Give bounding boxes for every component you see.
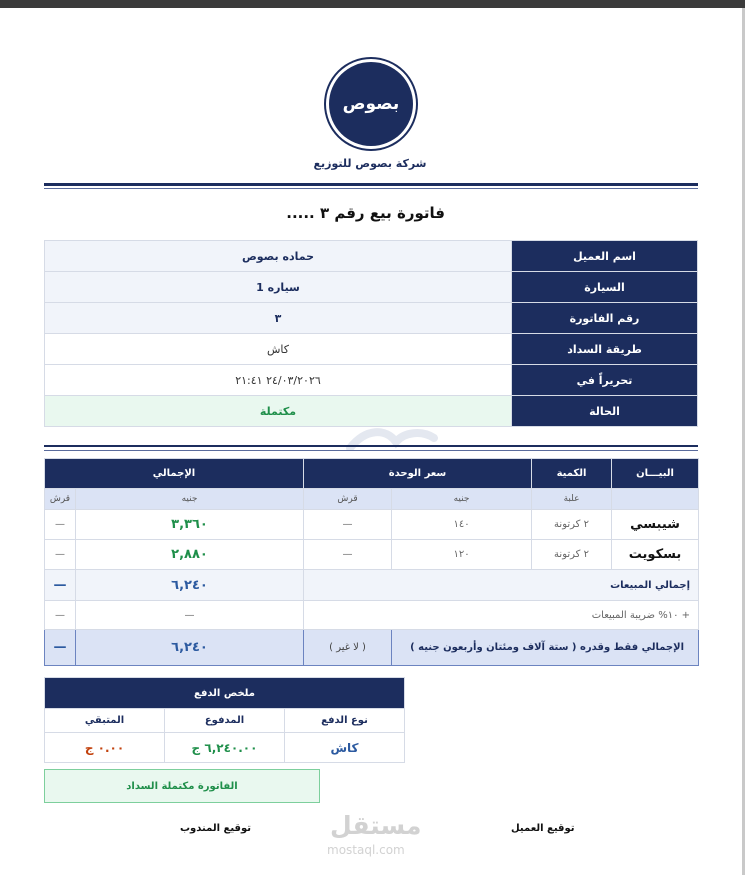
date-value: ٢٤/٠٣/٢٠٢٦ ٢١:٤١	[45, 365, 512, 396]
row-total-piaster: —	[45, 540, 76, 570]
tax-label: + ١٠% ضريبة المبيعات	[304, 601, 699, 630]
row-qty: ٢ كرتونة	[532, 540, 612, 570]
invoice-title: فاتورة بيع رقم ٣ .....	[286, 204, 445, 222]
header-quantity: الكمية	[532, 459, 612, 489]
watermark-url: mostaql.com	[327, 843, 405, 857]
header-total: الإجمالي	[45, 459, 304, 489]
status-label: الحالة	[512, 396, 698, 427]
invoice-no-value: ٣	[45, 303, 512, 334]
car-value: سياره 1	[45, 272, 512, 303]
row-name: شيبسي	[612, 510, 699, 540]
header-unit-price: سعر الوحدة	[304, 459, 532, 489]
invoice-no-label: رقم الفاتورة	[512, 303, 698, 334]
info-row-car	[45, 272, 698, 303]
grand-total-row	[45, 630, 699, 666]
payment-method-value: كاش	[45, 334, 512, 365]
payment-type-value: كاش	[285, 733, 405, 763]
sales-total-label: إجمالي المبيعات	[304, 570, 699, 601]
no-other-label: ( لا غير )	[304, 630, 392, 666]
customer-value: حماده بصوص	[45, 241, 512, 272]
payment-title: ملخص الدفع	[45, 678, 405, 709]
items-table	[44, 458, 699, 666]
info-row-invoice-no	[45, 303, 698, 334]
payment-title-row	[45, 678, 405, 709]
car-label: السيارة	[512, 272, 698, 303]
rep-signature: توقيع المندوب	[180, 823, 251, 834]
header-description: البيـــان	[612, 459, 699, 489]
items-divider-thin	[44, 450, 698, 451]
sub-price-pound: جنيه	[392, 489, 532, 510]
grand-total-value: ٦,٢٤٠	[76, 630, 304, 666]
invoice-info-table	[44, 240, 698, 427]
window-top-bar	[0, 0, 745, 8]
row-price-piaster: —	[304, 540, 392, 570]
info-row-status	[45, 396, 698, 427]
table-row	[45, 510, 699, 540]
tax-value: —	[76, 601, 304, 630]
grand-total-words: الإجمالي فقط وقدره ( ستة آلاف ومئتان وأربعون جنيه )	[392, 630, 699, 666]
sub-total-pound: جنيه	[76, 489, 304, 510]
info-row-customer	[45, 241, 698, 272]
header-divider-thin	[44, 188, 698, 189]
header-divider	[44, 183, 698, 186]
payment-summary-table	[44, 677, 405, 763]
date-label: تحريراً في	[512, 365, 698, 396]
row-total-pound: ٢,٨٨٠	[76, 540, 304, 570]
payment-header-row	[45, 709, 405, 733]
customer-signature: توقيع العميل	[511, 823, 575, 834]
sales-total-value: ٦,٢٤٠	[76, 570, 304, 601]
sub-empty	[612, 489, 699, 510]
payment-status-box: الفاتورة مكتملة السداد	[44, 769, 320, 803]
sub-price-piaster: قرش	[304, 489, 392, 510]
row-total-piaster: —	[45, 510, 76, 540]
table-row	[45, 540, 699, 570]
remaining-value: ٠.٠٠ ج	[45, 733, 165, 763]
row-price-pound: ١٤٠	[392, 510, 532, 540]
company-name: شركة بصوص للتوزيع	[313, 157, 427, 170]
paid-value: ٦,٢٤٠.٠٠ ج	[165, 733, 285, 763]
sales-total-row	[45, 570, 699, 601]
logo-text: بصوص	[342, 94, 400, 114]
payment-values-row	[45, 733, 405, 763]
customer-label: اسم العميل	[512, 241, 698, 272]
row-qty: ٢ كرتونة	[532, 510, 612, 540]
info-row-payment-method	[45, 334, 698, 365]
sub-total-piaster: قرش	[45, 489, 76, 510]
payment-type-label: نوع الدفع	[285, 709, 405, 733]
tax-row	[45, 601, 699, 630]
payment-method-label: طريقة السداد	[512, 334, 698, 365]
info-row-date	[45, 365, 698, 396]
row-price-piaster: —	[304, 510, 392, 540]
status-value: مكتملة	[45, 396, 512, 427]
sales-total-piaster: —	[45, 570, 76, 601]
sub-unit: علبة	[532, 489, 612, 510]
row-total-pound: ٣,٣٦٠	[76, 510, 304, 540]
items-header-row	[45, 459, 699, 489]
tax-piaster: —	[45, 601, 76, 630]
watermark-text: مستقل	[330, 811, 422, 840]
company-logo	[329, 62, 413, 146]
row-price-pound: ١٢٠	[392, 540, 532, 570]
remaining-label: المتبقي	[45, 709, 165, 733]
paid-label: المدفوع	[165, 709, 285, 733]
items-subheader-row	[45, 489, 699, 510]
grand-total-piaster: —	[45, 630, 76, 666]
row-name: بسكويت	[612, 540, 699, 570]
items-divider	[44, 445, 698, 447]
